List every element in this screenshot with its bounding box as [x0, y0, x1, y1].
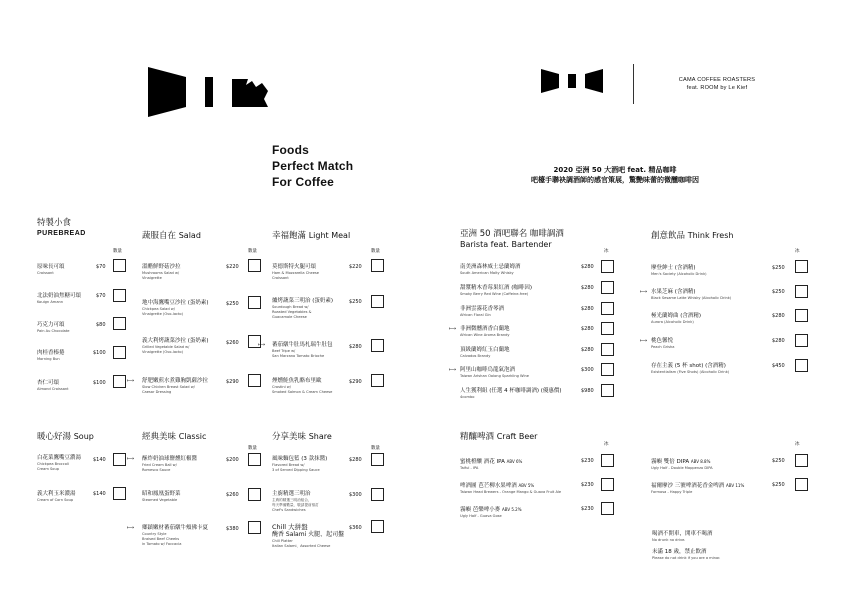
item-name-en-2: Caesar Dressing [142, 390, 172, 394]
qty-box[interactable] [371, 295, 384, 308]
qty-label: 數量 [371, 446, 380, 451]
menu-item [272, 523, 344, 549]
item-name-en: Mushrooms Salad w/ [142, 271, 180, 275]
menu-item [651, 458, 713, 471]
item-name-en: Flavored Bread w/ [272, 463, 305, 467]
menu-item [127, 525, 209, 547]
section-light-meal [272, 230, 350, 242]
item-name [460, 458, 522, 466]
item-name-en: Morning Bun [37, 357, 60, 361]
item-name-en: Croissant [37, 271, 54, 275]
menu-item [272, 456, 327, 473]
item-name: 南美洲森林威士忌蘭姆酒 [460, 264, 521, 270]
arrow-right-icon: ⟼ [127, 378, 135, 384]
section-title [272, 431, 332, 443]
item-name: 人生獲利組 (任選 4 杯咖啡調酒) (優惠價) [460, 388, 562, 394]
menu-item [142, 491, 181, 503]
item-name-en: Smoky Berry Red Wine (Caffeine-free) [460, 292, 529, 296]
item-name: 地中海鷹嘴豆沙拉 (蛋奶素) [142, 300, 209, 306]
qty-box[interactable] [795, 359, 808, 372]
section-title-zh: 經典美味 [142, 432, 177, 442]
item-name-en: Chickpea Broccoli [37, 462, 69, 466]
section-subtitle: Barista feat. Bartender [460, 240, 552, 249]
item-price: $250 [772, 289, 785, 295]
qty-box[interactable] [248, 488, 261, 501]
item-name-en: Calvados Brandy [460, 354, 491, 358]
item-price: $250 [226, 301, 239, 307]
section-title [272, 230, 350, 242]
section-title-en: Think Fresh [687, 231, 734, 240]
menu-item [460, 482, 561, 495]
item-name: 爐烤蔬菜三明治 (蛋奶素) [272, 298, 334, 304]
item-name: 摩登紳士 (含酒精) [651, 265, 696, 271]
item-name-en: Ugly Half - Double Mappenzo DIPA [651, 466, 713, 470]
item-name-zh: 福爾摩沙 三號啤酒花香金啤酒 [651, 483, 725, 489]
qty-box[interactable] [248, 374, 261, 387]
qty-box[interactable] [601, 281, 614, 294]
arrow-right-icon: ⟼ [127, 456, 135, 462]
section-title: 特製小食 [37, 218, 72, 228]
item-price: $280 [581, 264, 594, 270]
qty-box[interactable] [601, 384, 614, 397]
menu-item [37, 322, 70, 334]
item-name-en-3: Guacamole Cheese [272, 315, 307, 319]
section-title [142, 230, 201, 242]
item-name: 甜漿精木香莓果紅酒 (咖啡因) [460, 285, 533, 291]
qty-box[interactable] [795, 285, 808, 298]
item-name-en: Formosa - Happy Triple [651, 490, 693, 494]
section-craft-beer [460, 431, 537, 443]
arrow-right-icon: ⟼ [449, 367, 457, 373]
item-name: 桃色馨悦 [651, 338, 674, 344]
qty-box[interactable] [601, 302, 614, 315]
item-abv: ABV 11% [726, 483, 745, 488]
menu-item [127, 456, 198, 473]
menu-item [258, 342, 333, 359]
arrow-right-icon: ⟼ [640, 338, 648, 344]
qty-label: 數量 [113, 249, 122, 254]
item-price: $80 [96, 322, 106, 328]
menu-item [460, 306, 504, 318]
qty-box[interactable] [601, 343, 614, 356]
menu-item [460, 285, 532, 297]
item-name-en: Black Sesame Latte Whisky (Alcoholic Drink) [651, 296, 732, 300]
qty-label: 數量 [248, 249, 257, 254]
item-abv: ABV 5.2% [502, 507, 522, 512]
ice-label: 冰 [604, 442, 609, 447]
qty-box[interactable] [371, 339, 384, 352]
item-price: $100 [93, 350, 106, 356]
menu-item [37, 455, 81, 472]
qty-box[interactable] [371, 374, 384, 387]
notice-line-1-en: No drunk no drive. [652, 538, 686, 542]
qty-box[interactable] [371, 259, 384, 272]
section-title-en: Salad [178, 231, 201, 240]
item-price: $290 [226, 379, 239, 385]
qty-box[interactable] [601, 454, 614, 467]
item-price: $290 [349, 379, 362, 385]
arrow-right-icon: ⟼ [449, 326, 457, 332]
notice-line-2-en: Please do not drink if you are a minor. [652, 556, 721, 560]
menu-item [37, 293, 81, 305]
brand-line-1: CAMA COFFEE ROASTERS [678, 77, 756, 83]
tagline-line-2: 吧檯手聯袂調酒師的感官策展，驚艷味蕾的微醺咖啡因 [531, 176, 699, 184]
menu-item [37, 264, 65, 276]
menu-item [127, 378, 209, 395]
item-price: $230 [581, 482, 594, 488]
item-name: 昭和鳳凰蛋野菜 [142, 491, 181, 497]
menu-item [651, 265, 707, 277]
item-price: $230 [581, 458, 594, 464]
section-title [651, 230, 733, 242]
menu-item [37, 380, 69, 392]
brand-logo-left [148, 67, 273, 119]
item-name-en: Peach Grisha [651, 345, 675, 349]
brand-name [662, 76, 772, 92]
brand-logo-right [541, 69, 603, 93]
item-price: $220 [349, 264, 362, 270]
item-name: 非洲雲霧花香琴酒 [460, 306, 505, 312]
item-name: 蕃茄燉牛肚馬札瑞牛肚包 [272, 342, 333, 348]
menu-item [651, 363, 729, 375]
menu-item [37, 350, 65, 362]
item-name-en-2: San Marzano Tomato Brioche [272, 354, 325, 358]
item-price: $280 [349, 344, 362, 350]
item-abv: ABV 5% [518, 483, 535, 488]
menu-item [640, 338, 675, 350]
menu-item [142, 264, 181, 281]
qty-box[interactable] [795, 478, 808, 491]
item-name-zh: 蜜桃橙釀 酒花 IPA [460, 459, 505, 465]
qty-label: 數量 [371, 249, 380, 254]
section-title-zh: 幸福飽滿 [272, 231, 307, 241]
item-name-en: African Floral Gin [460, 313, 491, 317]
menu-item [142, 338, 209, 355]
foods-title [272, 142, 353, 190]
item-name-en: Beef Tripe w/ [272, 349, 296, 353]
item-name-en-2: Vinaigrette [142, 276, 162, 280]
qty-box[interactable] [601, 478, 614, 491]
item-name-en: 4combo [460, 395, 475, 399]
section-title-zh: 精釀啤酒 [460, 432, 495, 442]
item-name-en: Men's Society (Alcoholic Drink) [651, 272, 707, 276]
item-name: 白花菜鷹嘴豆濃湯 [37, 455, 82, 461]
item-name: 巧克力可頌 [37, 322, 65, 328]
item-name-en: Crostini w/ [272, 385, 291, 389]
item-name-en: 主廚的精選三明治組合， [272, 498, 312, 502]
brand-line-2: feat. ROOM by Le Kief [686, 85, 748, 91]
menu-item [460, 264, 521, 276]
qty-box[interactable] [795, 260, 808, 273]
ice-label: 冰 [604, 249, 609, 254]
menu-item [460, 506, 522, 519]
item-price: $250 [772, 265, 785, 271]
tagline-line-1: 2020 亞洲 50 大酒吧 feat. 精品咖啡 [553, 166, 677, 174]
qty-box[interactable] [248, 259, 261, 272]
item-name-en-2: 3 of Served Dipping Sauce [272, 468, 320, 472]
item-price: $220 [226, 264, 239, 270]
item-price: $140 [93, 491, 106, 497]
qty-label: 數量 [248, 446, 257, 451]
item-name: Chill 大拼盤 [272, 523, 308, 531]
item-price: $100 [93, 380, 106, 386]
section-salad [142, 230, 201, 242]
qty-box[interactable] [248, 453, 261, 466]
qty-box[interactable] [113, 375, 126, 388]
item-name [460, 506, 522, 514]
item-name-en-2: Croissant [272, 276, 289, 280]
qty-box[interactable] [113, 453, 126, 466]
menu-item [460, 347, 510, 359]
item-price: $260 [226, 340, 239, 346]
arrow-right-icon: ⟼ [640, 289, 648, 295]
item-name-en: Slow Chicken Breast Salad w/ [142, 385, 195, 389]
item-price: $980 [581, 388, 594, 394]
item-name: 風味麵包籃 (3 款抹醬) [272, 456, 328, 462]
item-price: $300 [349, 492, 362, 498]
menu-item [449, 326, 510, 338]
item-name-en-2: 每天準備數量，敬請提前預訂 [272, 503, 319, 507]
qty-box[interactable] [795, 334, 808, 347]
menu-item [651, 482, 744, 495]
item-name-en: Taiful - IPA [460, 466, 479, 470]
section-barista [460, 229, 564, 250]
menu-item [272, 378, 332, 395]
item-name-en: Existentialism (Five Shots) (Alcoholic Drink) [651, 370, 730, 374]
item-price: $280 [581, 326, 594, 332]
item-name: 溫醋鮮野菇沙拉 [142, 264, 181, 270]
menu-item [651, 313, 701, 325]
section-purebread [37, 218, 86, 239]
item-name: 存在主義 (5 杯 shot) (含酒精) [651, 363, 726, 369]
section-share [272, 431, 332, 443]
item-name: 非洲微醺酒香白蘭地 [460, 326, 510, 332]
qty-box[interactable] [601, 502, 614, 515]
item-name-en-2: Romesco Sauce [142, 468, 171, 472]
item-name-en: Sourdough Bread w/ [272, 305, 309, 309]
item-price: $70 [96, 264, 106, 270]
header-divider [633, 64, 634, 104]
item-name-en-3: in Tomato w/ Foccacia [142, 542, 182, 546]
menu-item [460, 458, 522, 471]
section-title-zh: 蔬服自在 [142, 231, 177, 241]
item-price: $140 [93, 457, 106, 463]
item-name-en: Taiwan Head Brewers - Orange Mango & Guava Fruit Ale [460, 490, 562, 494]
menu-item [272, 264, 319, 281]
arrow-right-icon: ⟼ [258, 342, 266, 348]
item-name-en: Chickpea Salad w/ [142, 307, 175, 311]
ice-label: 冰 [795, 442, 800, 447]
item-name: 北法奶油焦糖可頌 [37, 293, 82, 299]
item-name-en-2: Roasted Vegetables & [272, 310, 312, 314]
section-title-zh: 創意飲品 [651, 231, 686, 241]
item-name-en: Taiwan Arishan Oolong Sparkling Wine [460, 374, 529, 378]
item-name: 莫德斯特火腿可頌 [272, 264, 317, 270]
item-name-en: Chill Platter [272, 539, 293, 543]
qty-box[interactable] [113, 317, 126, 330]
qty-box[interactable] [113, 346, 126, 359]
item-name-en: South American Malty Whisky [460, 271, 514, 275]
item-name-en: Fried Cream Ball w/ [142, 463, 177, 467]
menu-item [460, 388, 562, 400]
item-name: 杏仁可頌 [37, 380, 60, 386]
qty-box[interactable] [371, 520, 384, 533]
item-abv: ABV 8.8% [690, 459, 711, 464]
section-title-en: Light Meal [308, 231, 351, 240]
item-name-zh: 啤酒圖 芭芒柳水果啤酒 [460, 483, 517, 489]
item-name: 原味長可頌 [37, 264, 65, 270]
section-title-zh: 暖心好湯 [37, 432, 72, 442]
ice-label: 冰 [795, 249, 800, 254]
foods-line-1: Foods [272, 143, 309, 157]
foods-line-2: Perfect Match [272, 159, 354, 173]
item-price: $450 [772, 363, 785, 369]
item-name-en: Steamed Vegetable [142, 498, 178, 502]
item-name-en-2: Smoked Salmon & Cream Cheese [272, 390, 333, 394]
section-title-en: Share [308, 432, 332, 441]
item-name-2: 醃香 Salami 火腿、起司盤 [272, 531, 345, 538]
item-name-en: Almond Croissant [37, 387, 69, 391]
section-think-fresh [651, 230, 733, 242]
qty-box[interactable] [248, 296, 261, 309]
section-title-en: Soup [73, 432, 94, 441]
section-title [37, 431, 94, 443]
item-price: $280 [772, 313, 785, 319]
item-price: $250 [772, 482, 785, 488]
alcohol-notice [652, 531, 720, 567]
item-name-en: Kouign Amann [37, 300, 64, 304]
item-name [651, 458, 713, 466]
section-title-en: Classic [178, 432, 207, 441]
item-price: $250 [772, 458, 785, 464]
item-price: $280 [772, 338, 785, 344]
item-name-en-2: Italian Salami、Assorted Cheese [272, 544, 331, 548]
item-price: $280 [581, 347, 594, 353]
menu-item [640, 289, 732, 301]
item-name-en-2: Vinaigrette (Ovo-lacto) [142, 350, 184, 354]
item-name-en: Cream of Corn Soup [37, 498, 74, 502]
item-price: $280 [581, 306, 594, 312]
item-name: 義大利玉米濃湯 [37, 491, 76, 497]
qty-box[interactable] [113, 289, 126, 302]
item-name-en: Ugly Half - Guava Gose [460, 514, 502, 518]
item-abv: ABV 6% [506, 459, 523, 464]
item-price: $380 [226, 526, 239, 532]
foods-line-3: For Coffee [272, 175, 334, 189]
item-name-en: Aurora (Alcoholic Drink) [651, 320, 694, 324]
qty-box[interactable] [795, 454, 808, 467]
arrow-right-icon: ⟼ [127, 525, 135, 531]
section-title: 亞洲 50 酒吧聯名 咖啡調酒 [460, 229, 564, 239]
qty-box[interactable] [795, 309, 808, 322]
item-name: 肉桂香榛捲 [37, 350, 65, 356]
item-price: $300 [581, 367, 594, 373]
item-name [651, 482, 744, 490]
item-name-zh: 霧嶼 芭樂啤小麥 [460, 507, 501, 513]
item-name: 頂級蘭姆紅玉白蘭地 [460, 347, 510, 353]
item-name-en-2: Braised Beef Cheeks [142, 537, 180, 541]
notice-line-2: 未滿 18 歲，禁止飲酒 [652, 549, 707, 555]
menu-item [142, 300, 209, 317]
section-classic [142, 431, 206, 443]
menu-item [449, 367, 529, 379]
qty-box[interactable] [371, 488, 384, 501]
qty-box[interactable] [601, 363, 614, 376]
item-name-en-3: Chef's Sandwiches [272, 508, 306, 512]
item-name: 舒肥嫩煎水煮雞胸凱薩沙拉 [142, 378, 209, 384]
tagline [490, 165, 740, 185]
item-name: 鄉鎮嫩材蕃茄燉牛頰佛卡夏 [142, 525, 209, 531]
item-price: $70 [96, 293, 106, 299]
menu-item [37, 491, 76, 503]
qty-box[interactable] [113, 259, 126, 272]
item-name-en-2: Vinaigrette (Ovo-lacto) [142, 312, 184, 316]
item-name-en: Grilled Vegetable Salad w/ [142, 345, 190, 349]
item-price: $280 [581, 285, 594, 291]
item-price: $200 [226, 457, 239, 463]
item-name: 水果芝麻 (含酒精) [651, 289, 696, 295]
item-name-en: Pain Au Chocolate [37, 329, 70, 333]
item-price: $230 [581, 506, 594, 512]
item-name: 酥炸奶油球鹽燻紅椒醬 [142, 456, 198, 462]
qty-box[interactable] [371, 453, 384, 466]
item-price: $260 [226, 492, 239, 498]
item-name: 阿里山咖啡烏龍氣泡酒 [460, 367, 516, 373]
item-price: $280 [349, 457, 362, 463]
item-name: 煙燻鮭魚乳酪布里歐 [272, 378, 322, 384]
section-title-en: Craft Beer [496, 432, 538, 441]
item-name: 極光蘭姆曲 (含酒精) [651, 313, 702, 319]
item-name-en: Ham & Mozzarella Cheese [272, 271, 320, 275]
qty-box[interactable] [113, 487, 126, 500]
qty-box[interactable] [601, 260, 614, 273]
section-title [460, 431, 537, 443]
qty-box[interactable] [248, 521, 261, 534]
section-title-zh: 分享美味 [272, 432, 307, 442]
menu-item [272, 298, 333, 320]
qty-box[interactable] [601, 322, 614, 335]
section-title [142, 431, 206, 443]
item-name-en-2: Cream Soup [37, 467, 60, 471]
item-price: $360 [349, 525, 362, 531]
item-price: $250 [349, 299, 362, 305]
item-name [460, 482, 561, 490]
menu-item [272, 491, 319, 513]
item-name-en: Country Style [142, 532, 167, 536]
notice-line-1: 喝酒不開車，開車不喝酒 [652, 531, 713, 537]
section-subtitle: PUREBREAD [37, 230, 86, 237]
item-name-zh: 霧嶼 雙倍 DIPA [651, 459, 690, 465]
section-soup [37, 431, 94, 443]
item-name: 主廚精選三明治 [272, 491, 311, 497]
item-name: 義大利烤蔬菜沙拉 (蛋奶素) [142, 338, 209, 344]
item-name-en: African Wine Aroma Brandy [460, 333, 510, 337]
